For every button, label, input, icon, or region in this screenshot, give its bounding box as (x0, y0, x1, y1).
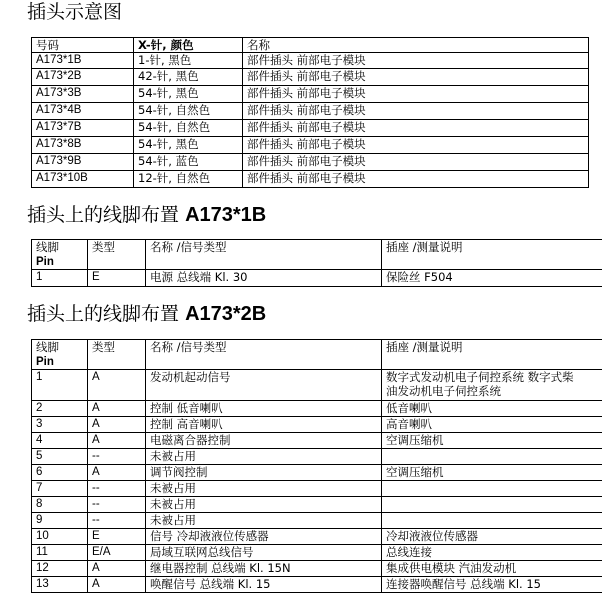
pin-signal-name: 未被占用 (146, 449, 382, 465)
connector-name: 部件插头 前部电子模块 (243, 120, 589, 137)
pin-socket-note: 冷却液液位传感器 (382, 529, 602, 545)
pin-number: 11 (32, 545, 88, 561)
pin-signal-name: 控制 低音喇叭 (146, 401, 382, 417)
column-header-socket: 插座 /测量说明 (382, 340, 602, 370)
pin-number: 7 (32, 481, 88, 497)
table-row (32, 270, 602, 287)
table-row (32, 417, 602, 433)
pin-type: A (88, 433, 146, 449)
pin-type: -- (88, 497, 146, 513)
page-title: 插头示意图 (27, 1, 123, 23)
pin-number: 6 (32, 465, 88, 481)
pin-signal-name: 控制 高音喇叭 (146, 417, 382, 433)
table-row (32, 120, 589, 137)
pin-socket-note: 集成供电模块 汽油发动机 (382, 561, 602, 577)
pin-signal-name: 局域互联网总线信号 (146, 545, 382, 561)
section-title-a173-2b (27, 304, 266, 324)
connector-pin-color: 54-针, 黑色 (134, 137, 243, 154)
pin-type: A (88, 577, 146, 593)
section-title-prefix: 插头上的线脚布置 (27, 204, 180, 226)
pin-type: A (88, 465, 146, 481)
connector-pin-color: 54-针, 自然色 (134, 120, 243, 137)
pin-header-cn: 线脚 (36, 340, 59, 354)
pin-number: 12 (32, 561, 88, 577)
pin-socket-note: 高音喇叭 (382, 417, 602, 433)
column-header-type: 类型 (88, 240, 146, 270)
table-header-row (32, 240, 602, 270)
column-header-pin (32, 340, 88, 370)
connector-pin-color: 42-针, 黑色 (134, 69, 243, 86)
pin-header-en: Pin (36, 256, 54, 268)
pin-type: A (88, 561, 146, 577)
pin-socket-note: 空调压缩机 (382, 433, 602, 449)
table-row (32, 171, 589, 188)
pin-number: 10 (32, 529, 88, 545)
pin-socket-note-line1: 数字式发动机电子伺控系统 数字式柴 (386, 370, 574, 384)
pin-type: -- (88, 513, 146, 529)
table-row (32, 577, 602, 593)
column-header-pin-color: X-针, 颜色 (134, 38, 243, 53)
pin-type: -- (88, 481, 146, 497)
pin-socket-note-line2: 油发动机电子伺控系统 (386, 384, 501, 398)
connector-number: A173*3B (32, 86, 134, 103)
pin-signal-name: 电源 总线端 Kl. 30 (146, 270, 382, 287)
connector-pin-color: 54-针, 自然色 (134, 103, 243, 120)
pin-signal-name: 未被占用 (146, 497, 382, 513)
table-row (32, 497, 602, 513)
pin-number: 1 (32, 270, 88, 287)
pin-number: 5 (32, 449, 88, 465)
pin-signal-name: 唤醒信号 总线端 Kl. 15 (146, 577, 382, 593)
section-title-a173-1b (27, 205, 266, 225)
connector-pin-color: 54-针, 蓝色 (134, 154, 243, 171)
pin-number: 1 (32, 370, 88, 401)
section-title-prefix: 插头上的线脚布置 (27, 303, 180, 325)
table-row (32, 481, 602, 497)
table-header-row (32, 340, 602, 370)
pin-signal-name: 信号 冷却液液位传感器 (146, 529, 382, 545)
section-title-code: A173*1B (185, 204, 267, 226)
pin-number: 8 (32, 497, 88, 513)
column-header-name: 名称 (243, 38, 589, 53)
column-header-name: 名称 /信号类型 (146, 240, 382, 270)
connector-name: 部件插头 前部电子模块 (243, 103, 589, 120)
pin-number: 9 (32, 513, 88, 529)
column-header-name: 名称 /信号类型 (146, 340, 382, 370)
pin-socket-note: 保险丝 F504 (382, 270, 602, 287)
pin-type: A (88, 417, 146, 433)
table-row (32, 545, 602, 561)
column-header-pin (32, 240, 88, 270)
pin-socket-note (382, 449, 602, 465)
pin-header-cn: 线脚 (36, 240, 59, 254)
pin-type: E/A (88, 545, 146, 561)
table-header-row (32, 38, 589, 53)
pin-signal-name: 调节阀控制 (146, 465, 382, 481)
table-row (32, 449, 602, 465)
pin-socket-note: 连接器唤醒信号 总线端 Kl. 15 (382, 577, 602, 593)
pin-type: E (88, 270, 146, 287)
pin-number: 4 (32, 433, 88, 449)
pin-socket-note (382, 497, 602, 513)
pin-signal-name: 发动机起动信号 (146, 370, 382, 401)
connector-name: 部件插头 前部电子模块 (243, 171, 589, 188)
section-title-code: A173*2B (185, 303, 267, 325)
pin-number: 13 (32, 577, 88, 593)
table-row (32, 433, 602, 449)
table-row (32, 86, 589, 103)
table-row (32, 154, 589, 171)
connector-pin-color: 1-针, 黑色 (134, 53, 243, 69)
column-header-type: 类型 (88, 340, 146, 370)
table-row (32, 53, 589, 69)
connector-number: A173*2B (32, 69, 134, 86)
connector-name: 部件插头 前部电子模块 (243, 69, 589, 86)
pin-signal-name: 继电器控制 总线端 Kl. 15N (146, 561, 382, 577)
table-row (32, 465, 602, 481)
pin-signal-name: 电磁离合器控制 (146, 433, 382, 449)
connector-name: 部件插头 前部电子模块 (243, 137, 589, 154)
table-row (32, 103, 589, 120)
table-row (32, 561, 602, 577)
pin-signal-name: 未被占用 (146, 481, 382, 497)
connector-number: A173*8B (32, 137, 134, 154)
table-row (32, 137, 589, 154)
connector-number: A173*4B (32, 103, 134, 120)
pin-number: 2 (32, 401, 88, 417)
connector-number: A173*10B (32, 171, 134, 188)
connector-number: A173*7B (32, 120, 134, 137)
pin-socket-note: 空调压缩机 (382, 465, 602, 481)
pin-socket-note: 低音喇叭 (382, 401, 602, 417)
pin-signal-name: 未被占用 (146, 513, 382, 529)
pin-header-en: Pin (36, 356, 54, 368)
pin-type: E (88, 529, 146, 545)
column-header-socket: 插座 /测量说明 (382, 240, 602, 270)
table-row (32, 513, 602, 529)
connector-name: 部件插头 前部电子模块 (243, 86, 589, 103)
pin-number: 3 (32, 417, 88, 433)
pin-type: -- (88, 449, 146, 465)
pin-socket-note: 总线连接 (382, 545, 602, 561)
pin-socket-note (382, 513, 602, 529)
connector-pin-color: 54-针, 黑色 (134, 86, 243, 103)
pin-socket-note (382, 370, 602, 401)
connector-number: A173*9B (32, 154, 134, 171)
pin-socket-note (382, 481, 602, 497)
connector-name: 部件插头 前部电子模块 (243, 154, 589, 171)
connector-pin-color: 12-针, 自然色 (134, 171, 243, 188)
connector-overview-table (31, 37, 589, 188)
table-row (32, 401, 602, 417)
connector-number: A173*1B (32, 53, 134, 69)
column-header-number: 号码 (32, 38, 134, 53)
table-row (32, 370, 602, 401)
pin-assignment-table-a173-2b (31, 339, 602, 593)
pin-assignment-table-a173-1b (31, 239, 602, 287)
connector-name: 部件插头 前部电子模块 (243, 53, 589, 69)
pin-type: A (88, 401, 146, 417)
table-row (32, 529, 602, 545)
pin-type: A (88, 370, 146, 401)
table-row (32, 69, 589, 86)
